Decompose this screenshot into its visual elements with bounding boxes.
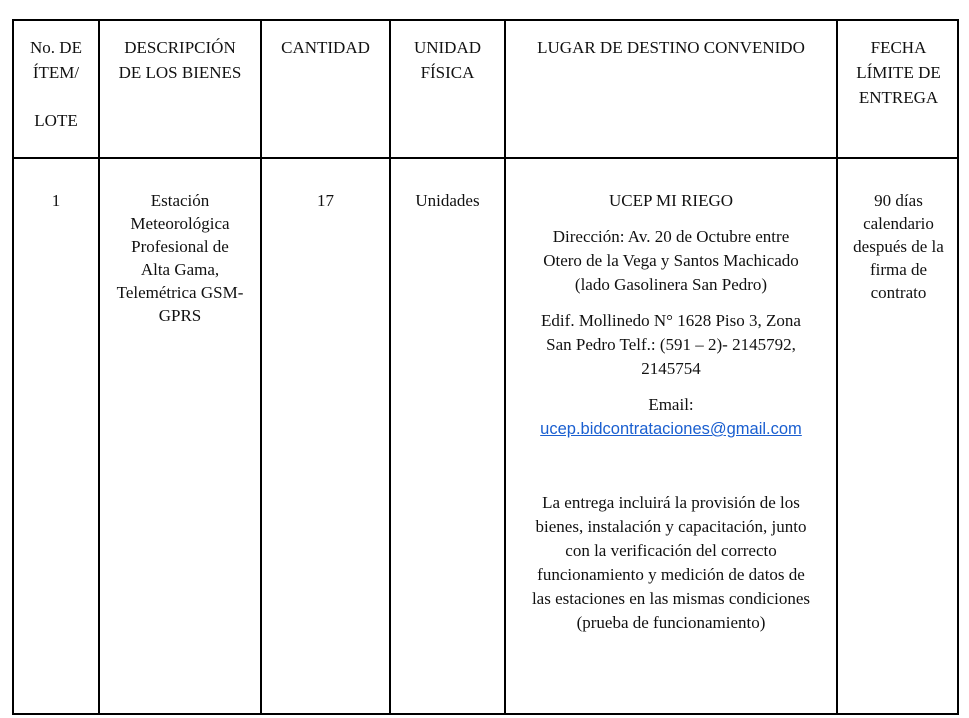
nota-line: funcionamiento y medición de datos de — [537, 565, 805, 584]
column-divider — [389, 21, 391, 713]
column-divider — [98, 21, 100, 713]
header-fecha-line: ENTREGA — [858, 88, 939, 107]
lugar-title: UCEP MI RIEGO — [608, 191, 734, 210]
fecha-line: firma de — [869, 260, 928, 279]
descripcion-line: Alta Gama, — [140, 260, 220, 279]
fecha-line: contrato — [870, 283, 927, 302]
fecha-line: calendario — [863, 214, 934, 233]
descripcion-line: GPRS — [158, 306, 202, 325]
header-item-line: LOTE — [34, 111, 78, 130]
email-link[interactable]: ucep.bidcontrataciones@gmail.com — [540, 420, 802, 438]
nota-line: (prueba de funcionamiento) — [576, 613, 766, 632]
cell-cantidad — [262, 189, 389, 213]
descripcion-line: Estación — [150, 191, 210, 210]
direccion-line: Otero de la Vega y Santos Machicado — [543, 251, 799, 270]
nota-line: bienes, instalación y capacitación, junto — [535, 517, 807, 536]
header-lugar-text: LUGAR DE DESTINO CONVENIDO — [537, 38, 805, 57]
column-divider — [836, 21, 838, 713]
nota-line: con la verificación del correcto — [565, 541, 777, 560]
header-cantidad — [262, 35, 389, 60]
cell-lugar — [506, 189, 836, 635]
edificio-line: San Pedro Telf.: (591 – 2)- 2145792, — [546, 335, 796, 354]
direccion-line: (lado Gasolinera San Pedro) — [574, 275, 768, 294]
nota-line: La entrega incluirá la provisión de los — [542, 493, 800, 512]
header-descripcion — [100, 35, 260, 85]
nota-line: las estaciones en las mismas condiciones — [531, 589, 811, 608]
header-unidad-line: FÍSICA — [420, 63, 475, 82]
header-item — [14, 35, 98, 133]
direccion-line: Dirección: Av. 20 de Octubre entre — [552, 227, 790, 246]
header-unidad-line: UNIDAD — [413, 38, 482, 57]
delivery-table — [12, 19, 959, 715]
cell-unidad — [391, 189, 504, 213]
descripcion-line: Profesional de — [131, 237, 229, 256]
column-divider — [260, 21, 262, 713]
header-fecha-line: FECHA — [870, 38, 927, 57]
header-lugar — [506, 35, 836, 60]
header-item-line: ÍTEM/ — [32, 63, 80, 82]
edificio-line: 2145754 — [641, 359, 701, 378]
header-cantidad-text: CANTIDAD — [281, 38, 370, 57]
header-divider — [14, 157, 957, 159]
cell-descripcion — [100, 189, 260, 327]
header-fecha — [838, 35, 959, 110]
email-label: Email: — [648, 395, 694, 414]
unidad-value: Unidades — [415, 191, 480, 210]
cantidad-value: 17 — [317, 191, 334, 210]
header-item-line: No. DE — [30, 38, 82, 57]
cell-item — [14, 189, 98, 213]
descripcion-line: Meteorológica — [130, 214, 230, 233]
fecha-line: después de la — [853, 237, 944, 256]
header-descripcion-line: DE LOS BIENES — [118, 63, 242, 82]
item-number: 1 — [51, 191, 61, 210]
fecha-line: 90 días — [874, 191, 923, 210]
descripcion-line: Telemétrica GSM- — [116, 283, 244, 302]
header-fecha-line: LÍMITE DE — [856, 63, 941, 82]
edificio-line: Edif. Mollinedo N° 1628 Piso 3, Zona — [541, 311, 801, 330]
header-unidad — [391, 35, 504, 85]
header-descripcion-line: DESCRIPCIÓN — [124, 38, 236, 57]
cell-fecha — [838, 189, 959, 304]
